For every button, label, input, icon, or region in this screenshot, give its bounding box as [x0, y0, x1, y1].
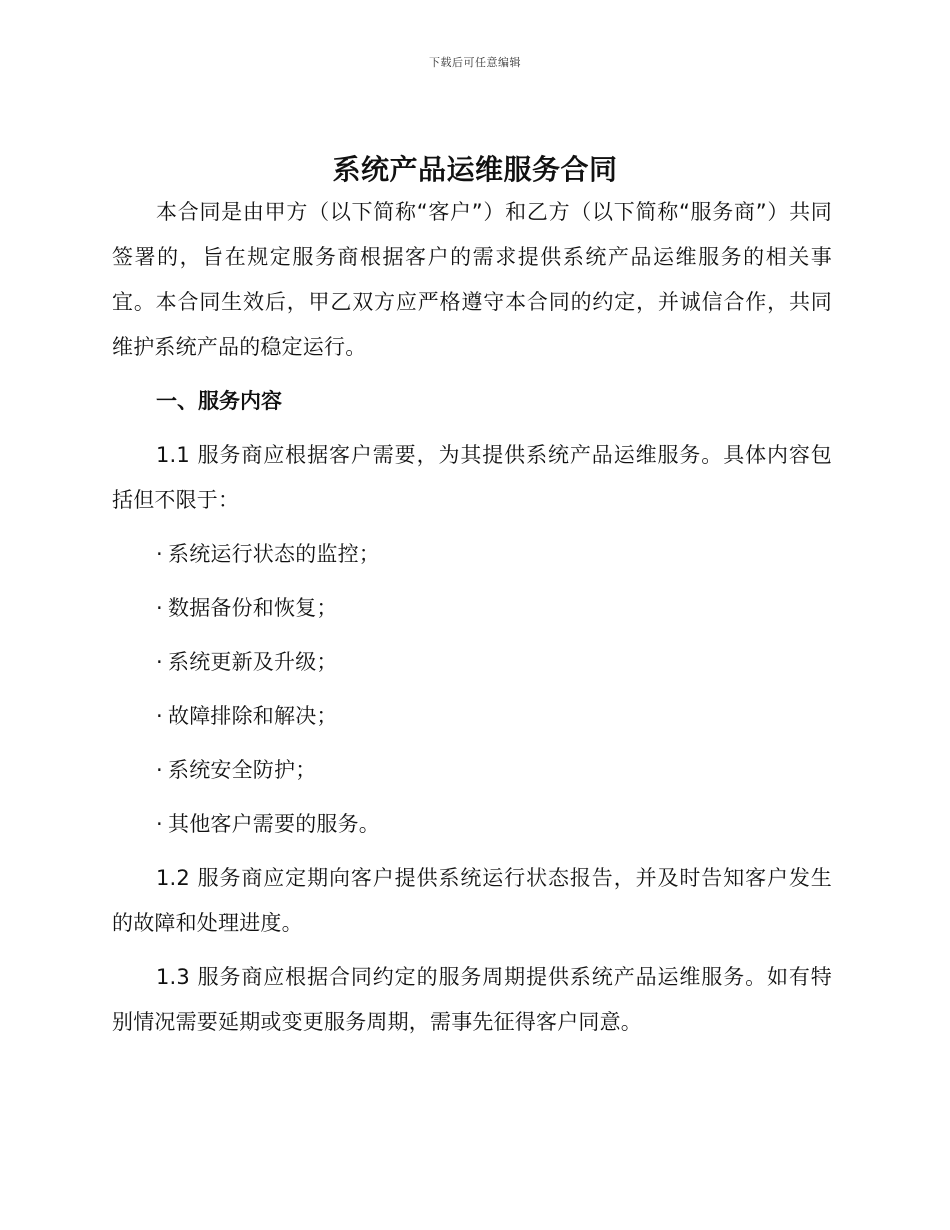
bullet-dot-icon: · — [156, 758, 163, 782]
list-item-text: 系统安全防护； — [168, 758, 317, 782]
intro-paragraph: 本合同是由甲方（以下简称“客户”）和乙方（以下简称“服务商”）共同签署的，旨在规定服务商根据客户的需求提供系统产品运维服务的相关事宜。本合同生效后，甲乙双方应严格遵守本合同的约定，并诚信合作，共同维护系统产品的稳定运行。 — [112, 200, 832, 359]
section-heading-service-content: 一、服务内容 — [156, 389, 282, 413]
list-item — [112, 748, 832, 793]
list-item-text: 系统更新及升级； — [168, 650, 338, 674]
clause-1-2: 1.2 服务商应定期向客户提供系统运行状态报告，并及时告知客户发生的故障和处理进度。 — [112, 866, 832, 935]
bullet-dot-icon: · — [156, 704, 163, 728]
header-note: 下载后可任意编辑 — [429, 56, 521, 69]
document-body — [112, 190, 832, 1054]
list-item-text: 故障排除和解决； — [168, 704, 338, 728]
document-title: 系统产品运维服务合同 — [332, 153, 618, 186]
bullet-dot-icon: · — [156, 650, 163, 674]
service-list — [112, 532, 832, 847]
list-item — [112, 640, 832, 685]
bullet-dot-icon: · — [156, 812, 163, 836]
list-item — [112, 586, 832, 631]
list-item-text: 系统运行状态的监控； — [168, 542, 380, 566]
list-item — [112, 532, 832, 577]
list-item — [112, 802, 832, 847]
list-item — [112, 694, 832, 739]
clause-1-3: 1.3 服务商应根据合同约定的服务周期提供系统产品运维服务。如有特别情况需要延期或变更服务周期，需事先征得客户同意。 — [112, 965, 832, 1034]
clause-1-1: 1.1 服务商应根据客户需要，为其提供系统产品运维服务。具体内容包括但不限于： — [112, 443, 832, 512]
list-item-text: 其他客户需要的服务。 — [168, 812, 380, 836]
list-item-text: 数据备份和恢复； — [168, 596, 338, 620]
bullet-dot-icon: · — [156, 542, 163, 566]
bullet-dot-icon: · — [156, 596, 163, 620]
